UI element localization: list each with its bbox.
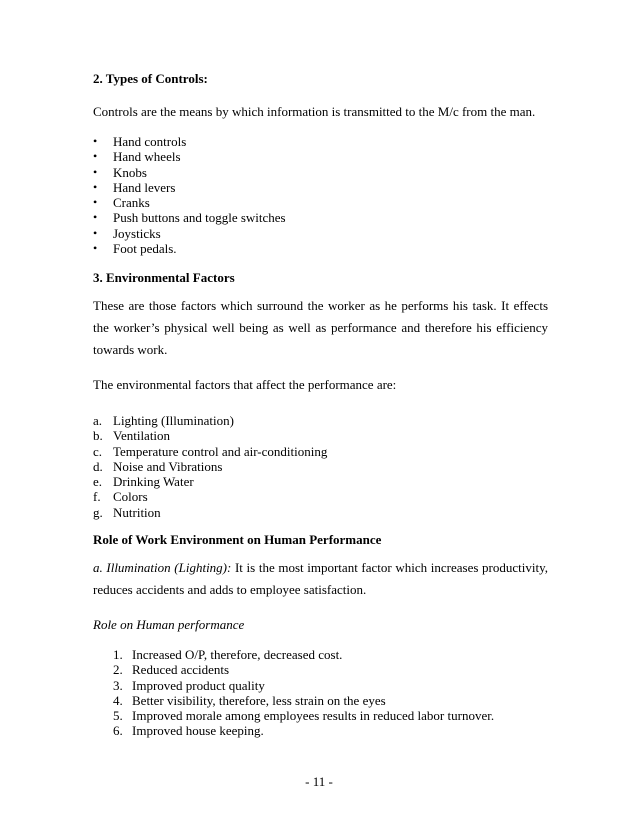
list-item <box>93 149 548 164</box>
section-heading-environment: 3. Environmental Factors <box>93 270 235 285</box>
list-marker: 1. <box>113 647 123 662</box>
bullet-icon: • <box>93 164 98 179</box>
list-marker: 4. <box>113 692 123 708</box>
list-item <box>93 241 548 256</box>
list-item <box>93 413 548 428</box>
list-item <box>93 195 548 210</box>
list-item <box>93 428 548 443</box>
list-item-text: Temperature control and air-conditioning <box>113 443 328 459</box>
list-item-text: Hand levers <box>113 179 176 195</box>
list-item <box>93 489 548 504</box>
illumination-label: a. Illumination (Lighting): <box>93 560 232 575</box>
list-item <box>93 210 548 225</box>
list-item-text: Cranks <box>113 195 150 211</box>
list-item <box>93 693 548 708</box>
list-marker: f. <box>93 489 101 505</box>
list-item <box>93 444 548 459</box>
list-item <box>93 165 548 180</box>
list-item-text: Colors <box>113 489 148 505</box>
list-item <box>93 134 548 149</box>
illumination-paragraph <box>93 557 548 601</box>
list-marker: 5. <box>113 708 123 724</box>
list-item <box>93 474 548 489</box>
list-marker: a. <box>93 413 103 428</box>
list-marker: 6. <box>113 723 123 739</box>
list-item <box>93 678 548 693</box>
bullet-icon: • <box>93 134 98 148</box>
role-subheading: Role on Human performance <box>93 617 245 632</box>
list-item-text: Noise and Vibrations <box>113 458 223 474</box>
bullet-icon: • <box>93 241 98 256</box>
controls-intro-paragraph: Controls are the means by which information is transmitted to the M/c from the man. <box>93 104 536 119</box>
list-item <box>93 723 548 738</box>
list-item-text: Reduced accidents <box>132 662 230 678</box>
role-numbered-list <box>93 647 548 739</box>
list-item <box>93 708 548 723</box>
list-item-text: Hand controls <box>113 134 187 149</box>
list-item-text: Drinking Water <box>113 474 194 490</box>
section-heading-role: Role of Work Environment on Human Performance <box>93 532 382 547</box>
list-item-text: Knobs <box>113 164 147 180</box>
bullet-icon: • <box>93 225 98 240</box>
controls-bullet-list <box>93 134 548 256</box>
list-item-text: Improved house keeping. <box>132 723 264 739</box>
environment-factor-list <box>93 413 548 520</box>
list-marker: g. <box>93 504 103 520</box>
list-item <box>93 505 548 520</box>
section-heading-controls: 2. Types of Controls: <box>93 71 208 86</box>
list-item <box>93 180 548 195</box>
page-number: - 11 - <box>305 774 333 789</box>
list-item-text: Nutrition <box>113 504 161 520</box>
list-item <box>93 226 548 241</box>
environment-paragraph: These are those factors which surround the worker as he performs his task. It effects the worker’s physical well being as well as performance and therefore his efficiency towards work. <box>93 298 548 357</box>
list-marker: e. <box>93 474 103 490</box>
list-item-text: Push buttons and toggle switches <box>113 210 286 226</box>
list-item-text: Better visibility, therefore, less strain on the eyes <box>132 692 386 708</box>
list-marker: 3. <box>113 677 123 693</box>
list-item-text: Improved morale among employees results in reduced labor turnover. <box>132 708 495 724</box>
bullet-icon: • <box>93 179 98 194</box>
illumination-text: It is the most important factor which increases productivity, reduces accidents and adds to employee satisfaction. <box>93 560 548 597</box>
list-marker: b. <box>93 428 103 444</box>
list-item-text: Lighting (Illumination) <box>113 413 234 428</box>
list-item-text: Hand wheels <box>113 149 181 165</box>
list-item <box>93 662 548 677</box>
list-marker: d. <box>93 458 103 474</box>
list-item-text: Increased O/P, therefore, decreased cost. <box>132 647 343 662</box>
environment-lead-text: The environmental factors that affect the performance are: <box>93 377 397 392</box>
bullet-icon: • <box>93 210 98 225</box>
bullet-icon: • <box>93 149 98 164</box>
list-marker: 2. <box>113 662 123 678</box>
list-item <box>93 459 548 474</box>
list-item-text: Joysticks <box>113 225 161 241</box>
bullet-icon: • <box>93 195 98 210</box>
list-item-text: Improved product quality <box>132 677 265 693</box>
list-item-text: Ventilation <box>113 428 171 444</box>
list-marker: c. <box>93 443 103 459</box>
list-item <box>93 647 548 662</box>
list-item-text: Foot pedals. <box>113 241 177 257</box>
